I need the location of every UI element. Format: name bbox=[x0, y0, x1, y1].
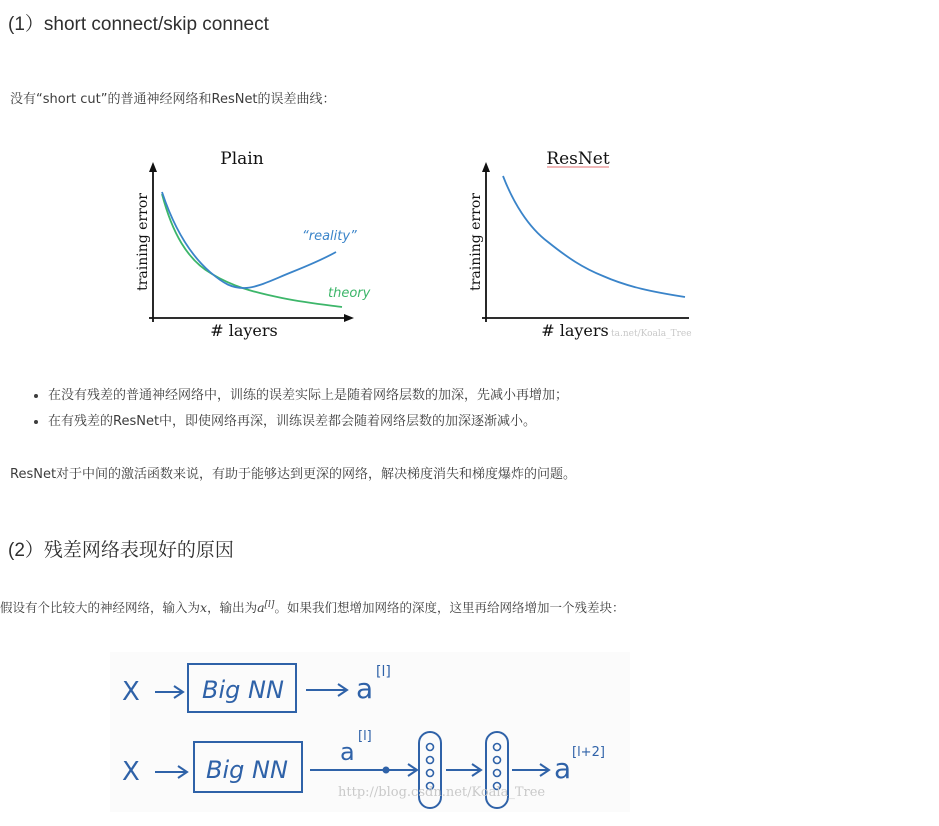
resnet-chart-ylabel: training error bbox=[468, 193, 484, 291]
section1-intro: 没有“short cut”的普通神经网络和ResNet的误差曲线： bbox=[10, 92, 336, 107]
row2-mid-sup: [l] bbox=[358, 729, 372, 744]
bullet-resnet: • 在有残差的ResNet中，即使网络再深，训练误差都会随着网络层数的加深逐渐减小。 bbox=[48, 409, 568, 435]
section-heading-1: (1）short connect/skip connect bbox=[8, 14, 269, 35]
resnet-summary: ResNet对于中间的激活函数来说，有助于能够达到更深的网络，解决梯度消失和梯度爆炸的问题。 bbox=[10, 467, 577, 482]
row1-output-sup: [l] bbox=[376, 664, 391, 680]
resnet-y-axis-arrow bbox=[482, 162, 490, 172]
input-symbol: x bbox=[200, 600, 208, 615]
output-symbol: a bbox=[257, 600, 265, 615]
residual-block-diagram bbox=[110, 652, 630, 812]
diagram-watermark: http://blog.csdn.net/Koala_Tree bbox=[338, 785, 546, 800]
plain-chart-xlabel: # layers bbox=[210, 321, 278, 340]
row2-output-sup: [l+2] bbox=[572, 745, 605, 760]
row2-big-nn-label: Big NN bbox=[206, 756, 288, 784]
row2-skip-node bbox=[383, 767, 390, 774]
resnet-chart-title: ResNet bbox=[546, 149, 610, 169]
plain-error-figure bbox=[132, 142, 372, 342]
resnet-error-curve bbox=[503, 176, 685, 297]
plain-chart-ylabel: training error bbox=[135, 193, 151, 291]
row1-big-nn-label: Big NN bbox=[202, 676, 284, 704]
resnet-watermark: ta.net/Koala_Tree bbox=[611, 329, 692, 339]
plain-theory-label: theory bbox=[328, 286, 371, 301]
row1-input-x: X bbox=[122, 677, 140, 707]
section2-intro bbox=[0, 598, 624, 616]
intro-middle: ，输出为 bbox=[207, 600, 258, 615]
row2-output-a: a bbox=[554, 752, 572, 785]
resnet-chart-xlabel: # layers bbox=[541, 321, 609, 340]
row2-input-x: X bbox=[122, 757, 140, 787]
plain-y-axis-arrow bbox=[149, 162, 157, 172]
intro-after: 。如果我们想增加网络的深度，这里再给网络增加一个残差块： bbox=[274, 600, 625, 615]
plain-x-axis-arrow bbox=[344, 314, 354, 322]
section-heading-2: (2）残差网络表现好的原因 bbox=[8, 540, 234, 561]
plain-chart-title: Plain bbox=[220, 149, 264, 169]
output-superscript: [l] bbox=[264, 599, 275, 610]
comparison-bullet-list bbox=[30, 383, 568, 435]
resnet-error-figure bbox=[463, 142, 703, 342]
row1-output-a: a bbox=[356, 672, 374, 705]
bullet-plain-network: • 在没有残差的普通神经网络中，训练的误差实际上是随着网络层数的加深，先减小再增加； bbox=[48, 383, 568, 409]
plain-reality-label: “reality” bbox=[302, 229, 357, 244]
plain-theory-curve bbox=[162, 194, 342, 307]
intro-before: 假设有个比较大的神经网络，输入为 bbox=[0, 600, 201, 615]
row2-mid-a: a bbox=[340, 738, 355, 766]
